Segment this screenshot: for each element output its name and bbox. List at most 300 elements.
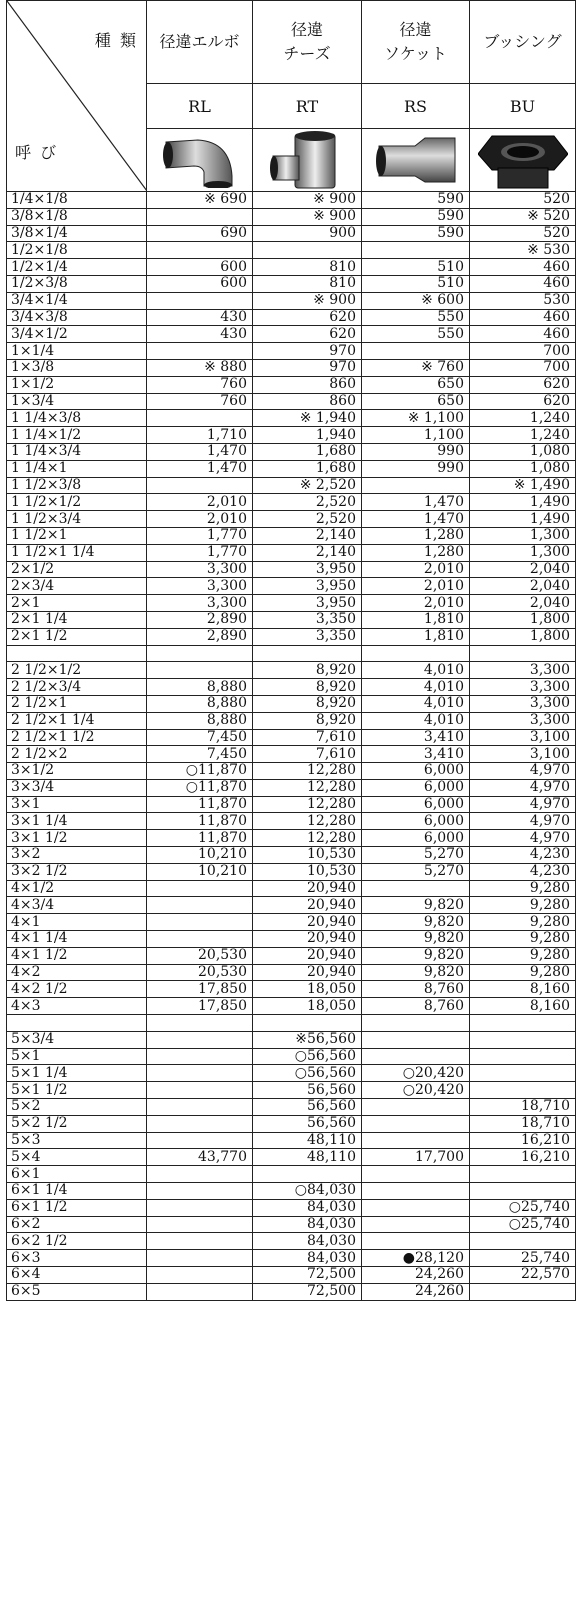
price-cell-rt: 20,940 bbox=[253, 897, 362, 914]
price-cell-bu: 1,800 bbox=[470, 611, 576, 628]
price-cell-rt: 56,560 bbox=[253, 1082, 362, 1099]
price-cell-rl: 7,450 bbox=[147, 746, 253, 763]
size-cell: 2×1 1/4 bbox=[7, 611, 147, 628]
column-code-cell: RS bbox=[362, 84, 470, 129]
table-row bbox=[7, 410, 576, 427]
table-row bbox=[7, 259, 576, 276]
price-cell-rs bbox=[362, 1233, 470, 1250]
price-cell-bu bbox=[470, 1031, 576, 1048]
price-cell-rs bbox=[362, 1183, 470, 1200]
size-cell: 3×3/4 bbox=[7, 779, 147, 796]
price-cell-bu bbox=[470, 1183, 576, 1200]
price-cell-rl: ○11,870 bbox=[147, 779, 253, 796]
price-cell-bu bbox=[470, 1283, 576, 1300]
column-name-cell bbox=[253, 1, 362, 84]
price-cell-rl: 430 bbox=[147, 326, 253, 343]
price-cell-rs bbox=[362, 1099, 470, 1116]
price-cell-bu: 4,970 bbox=[470, 763, 576, 780]
price-cell-bu: ※ 520 bbox=[470, 208, 576, 225]
price-cell-bu: 3,300 bbox=[470, 679, 576, 696]
size-cell: 5×1 1/2 bbox=[7, 1082, 147, 1099]
table-row bbox=[7, 443, 576, 460]
column-code-cell: RL bbox=[147, 84, 253, 129]
price-cell-rt: 810 bbox=[253, 259, 362, 276]
size-cell: 1 1/4×1/2 bbox=[7, 427, 147, 444]
table-row bbox=[7, 998, 576, 1015]
price-cell-rs: 1,810 bbox=[362, 611, 470, 628]
price-cell-bu: ○25,740 bbox=[470, 1216, 576, 1233]
price-cell-rs: 8,760 bbox=[362, 981, 470, 998]
price-cell-rt: 2,140 bbox=[253, 544, 362, 561]
column-photo-cell bbox=[147, 129, 253, 192]
column-name-line: 径違エルボ bbox=[159, 32, 240, 51]
size-cell: 6×4 bbox=[7, 1267, 147, 1284]
price-cell-rl: 2,890 bbox=[147, 611, 253, 628]
size-cell: 5×3 bbox=[7, 1132, 147, 1149]
price-cell-rs: 9,820 bbox=[362, 947, 470, 964]
price-cell-rs: 990 bbox=[362, 460, 470, 477]
price-cell-rl bbox=[147, 645, 253, 662]
price-cell-rt: 860 bbox=[253, 376, 362, 393]
price-cell-rs: 24,260 bbox=[362, 1283, 470, 1300]
price-cell-rt: 20,940 bbox=[253, 880, 362, 897]
bushing-photo bbox=[478, 130, 568, 190]
price-cell-bu: 9,280 bbox=[470, 897, 576, 914]
price-cell-bu: 1,080 bbox=[470, 460, 576, 477]
table-row bbox=[7, 578, 576, 595]
table-row bbox=[7, 1250, 576, 1267]
reducing-socket-photo bbox=[373, 132, 459, 188]
size-cell: 1×1/4 bbox=[7, 343, 147, 360]
price-cell-bu: 520 bbox=[470, 225, 576, 242]
size-cell: 2×1 bbox=[7, 595, 147, 612]
price-cell-rl bbox=[147, 1132, 253, 1149]
table-row bbox=[7, 1115, 576, 1132]
price-cell-rl bbox=[147, 1031, 253, 1048]
price-cell-rs: 1,810 bbox=[362, 628, 470, 645]
price-cell-rt: 12,280 bbox=[253, 779, 362, 796]
size-cell: 1 1/2×3/8 bbox=[7, 477, 147, 494]
price-cell-rt: ○56,560 bbox=[253, 1048, 362, 1065]
corner-size-label: 呼 び bbox=[15, 143, 59, 162]
price-cell-rl: 1,770 bbox=[147, 544, 253, 561]
size-cell: 6×2 bbox=[7, 1216, 147, 1233]
price-cell-bu: 1,490 bbox=[470, 494, 576, 511]
table-row bbox=[7, 813, 576, 830]
price-cell-bu: 4,230 bbox=[470, 863, 576, 880]
price-cell-rl: 760 bbox=[147, 376, 253, 393]
price-cell-rl bbox=[147, 914, 253, 931]
price-cell-rt: 8,920 bbox=[253, 695, 362, 712]
table-row bbox=[7, 393, 576, 410]
table-row bbox=[7, 1233, 576, 1250]
price-cell-bu: 460 bbox=[470, 309, 576, 326]
price-cell-rl: 2,010 bbox=[147, 511, 253, 528]
price-cell-rs: 2,010 bbox=[362, 561, 470, 578]
price-cell-rs: 4,010 bbox=[362, 695, 470, 712]
price-cell-rt: 3,950 bbox=[253, 595, 362, 612]
table-row bbox=[7, 1065, 576, 1082]
price-cell-rl: 43,770 bbox=[147, 1149, 253, 1166]
size-cell: 3/8×1/4 bbox=[7, 225, 147, 242]
price-cell-rl: 8,880 bbox=[147, 712, 253, 729]
size-cell: 3/4×1/4 bbox=[7, 292, 147, 309]
column-name-line: 径違 bbox=[399, 20, 432, 39]
price-cell-bu: 530 bbox=[470, 292, 576, 309]
price-cell-rs bbox=[362, 880, 470, 897]
table-row bbox=[7, 1031, 576, 1048]
price-cell-rs: 9,820 bbox=[362, 914, 470, 931]
price-cell-rs: ※ 760 bbox=[362, 359, 470, 376]
price-cell-rl: 8,880 bbox=[147, 695, 253, 712]
price-cell-rt: 620 bbox=[253, 326, 362, 343]
price-cell-rt bbox=[253, 1166, 362, 1183]
price-cell-rs bbox=[362, 1166, 470, 1183]
price-cell-rt: 7,610 bbox=[253, 746, 362, 763]
price-cell-bu: 25,740 bbox=[470, 1250, 576, 1267]
price-cell-rl bbox=[147, 1015, 253, 1032]
price-cell-rt: 18,050 bbox=[253, 998, 362, 1015]
price-cell-rl: 10,210 bbox=[147, 847, 253, 864]
size-cell: 5×1 1/4 bbox=[7, 1065, 147, 1082]
price-cell-bu: 460 bbox=[470, 326, 576, 343]
price-cell-rs: ○20,420 bbox=[362, 1082, 470, 1099]
size-cell: 2 1/2×1 1/4 bbox=[7, 712, 147, 729]
price-cell-rs: 990 bbox=[362, 443, 470, 460]
price-cell-rs: 510 bbox=[362, 259, 470, 276]
price-cell-bu: 700 bbox=[470, 343, 576, 360]
table-row bbox=[7, 981, 576, 998]
table-row bbox=[7, 595, 576, 612]
price-cell-rs: 590 bbox=[362, 208, 470, 225]
price-cell-rs bbox=[362, 242, 470, 259]
table-row bbox=[7, 931, 576, 948]
price-cell-rt: 84,030 bbox=[253, 1216, 362, 1233]
price-cell-rl bbox=[147, 1283, 253, 1300]
table-row bbox=[7, 275, 576, 292]
table-row bbox=[7, 292, 576, 309]
price-cell-rs bbox=[362, 1115, 470, 1132]
price-cell-rl: 8,880 bbox=[147, 679, 253, 696]
price-cell-rt: 20,940 bbox=[253, 914, 362, 931]
price-cell-rs bbox=[362, 645, 470, 662]
size-cell: 3×2 bbox=[7, 847, 147, 864]
price-cell-bu: 1,300 bbox=[470, 544, 576, 561]
table-row bbox=[7, 1149, 576, 1166]
price-table-wrapper bbox=[6, 0, 575, 1596]
price-cell-rt: 12,280 bbox=[253, 813, 362, 830]
table-row bbox=[7, 830, 576, 847]
price-cell-rt: ※ 900 bbox=[253, 208, 362, 225]
price-cell-rl bbox=[147, 1233, 253, 1250]
price-cell-rt: 18,050 bbox=[253, 981, 362, 998]
price-cell-rt: 3,950 bbox=[253, 578, 362, 595]
price-cell-rt: ※ 900 bbox=[253, 192, 362, 209]
price-cell-bu: 4,970 bbox=[470, 779, 576, 796]
size-cell: 4×3/4 bbox=[7, 897, 147, 914]
price-cell-rs: 550 bbox=[362, 309, 470, 326]
table-row bbox=[7, 343, 576, 360]
price-cell-rs: 5,270 bbox=[362, 863, 470, 880]
price-cell-rs: 3,410 bbox=[362, 729, 470, 746]
column-code-cell: BU bbox=[470, 84, 576, 129]
price-cell-rt: 2,140 bbox=[253, 527, 362, 544]
price-cell-rl: 2,010 bbox=[147, 494, 253, 511]
price-cell-rt: 10,530 bbox=[253, 847, 362, 864]
price-cell-rs bbox=[362, 1031, 470, 1048]
price-cell-rt: ※ 900 bbox=[253, 292, 362, 309]
price-cell-rt: 8,920 bbox=[253, 679, 362, 696]
price-cell-rl: 20,530 bbox=[147, 947, 253, 964]
size-cell: 1×1/2 bbox=[7, 376, 147, 393]
price-cell-rt: 3,350 bbox=[253, 628, 362, 645]
price-cell-rl bbox=[147, 662, 253, 679]
price-cell-rl: 3,300 bbox=[147, 578, 253, 595]
price-cell-rt: 1,680 bbox=[253, 460, 362, 477]
price-cell-rl bbox=[147, 1166, 253, 1183]
price-cell-rt: 12,280 bbox=[253, 796, 362, 813]
price-cell-rt: 84,030 bbox=[253, 1250, 362, 1267]
price-cell-rt: 48,110 bbox=[253, 1132, 362, 1149]
price-cell-rs: 1,100 bbox=[362, 427, 470, 444]
price-cell-bu: 9,280 bbox=[470, 964, 576, 981]
price-cell-rs bbox=[362, 477, 470, 494]
price-cell-rt: 970 bbox=[253, 343, 362, 360]
price-cell-rt: 20,940 bbox=[253, 947, 362, 964]
table-row bbox=[7, 544, 576, 561]
price-cell-bu: 620 bbox=[470, 376, 576, 393]
size-cell: 4×1/2 bbox=[7, 880, 147, 897]
price-cell-bu bbox=[470, 1015, 576, 1032]
size-cell: 3×1 1/2 bbox=[7, 830, 147, 847]
size-cell: 1/2×1/4 bbox=[7, 259, 147, 276]
size-cell: 6×1 1/4 bbox=[7, 1183, 147, 1200]
table-row bbox=[7, 863, 576, 880]
price-cell-rs: 1,470 bbox=[362, 511, 470, 528]
price-cell-bu: 9,280 bbox=[470, 914, 576, 931]
table-row bbox=[7, 477, 576, 494]
table-row bbox=[7, 779, 576, 796]
price-cell-rs bbox=[362, 1048, 470, 1065]
price-cell-rl: 600 bbox=[147, 259, 253, 276]
size-cell: 1 1/4×1 bbox=[7, 460, 147, 477]
size-cell: 1/2×3/8 bbox=[7, 275, 147, 292]
price-cell-rl: 11,870 bbox=[147, 813, 253, 830]
table-row bbox=[7, 561, 576, 578]
table-row bbox=[7, 309, 576, 326]
table-row bbox=[7, 376, 576, 393]
price-cell-bu: 4,230 bbox=[470, 847, 576, 864]
reducing-tee-photo bbox=[265, 130, 349, 190]
price-cell-rl bbox=[147, 1065, 253, 1082]
price-cell-bu: 700 bbox=[470, 359, 576, 376]
price-cell-rl bbox=[147, 208, 253, 225]
size-cell: 2 1/2×3/4 bbox=[7, 679, 147, 696]
price-cell-rl: 690 bbox=[147, 225, 253, 242]
price-cell-bu: 3,100 bbox=[470, 746, 576, 763]
column-code-cell: RT bbox=[253, 84, 362, 129]
price-cell-rl: 3,300 bbox=[147, 595, 253, 612]
price-cell-rs: ※ 1,100 bbox=[362, 410, 470, 427]
price-cell-rl bbox=[147, 880, 253, 897]
size-cell: 4×1 1/2 bbox=[7, 947, 147, 964]
price-cell-rt: 3,350 bbox=[253, 611, 362, 628]
size-cell: 4×2 bbox=[7, 964, 147, 981]
table-row bbox=[7, 1267, 576, 1284]
price-cell-rt: ※ 2,520 bbox=[253, 477, 362, 494]
table-row bbox=[7, 847, 576, 864]
price-cell-rt: 12,280 bbox=[253, 763, 362, 780]
price-cell-rs bbox=[362, 1015, 470, 1032]
price-cell-rs: 1,280 bbox=[362, 544, 470, 561]
size-cell bbox=[7, 1015, 147, 1032]
price-cell-rt: 72,500 bbox=[253, 1267, 362, 1284]
size-cell: 2×1/2 bbox=[7, 561, 147, 578]
table-row bbox=[7, 897, 576, 914]
price-cell-rt: 900 bbox=[253, 225, 362, 242]
price-cell-rl: 20,530 bbox=[147, 964, 253, 981]
price-cell-bu: 16,210 bbox=[470, 1132, 576, 1149]
price-cell-bu: ※ 530 bbox=[470, 242, 576, 259]
price-cell-rl bbox=[147, 343, 253, 360]
price-cell-bu: 1,080 bbox=[470, 443, 576, 460]
price-cell-rs bbox=[362, 1216, 470, 1233]
price-cell-rl bbox=[147, 292, 253, 309]
price-cell-bu: 4,970 bbox=[470, 830, 576, 847]
price-cell-bu: 1,240 bbox=[470, 410, 576, 427]
price-cell-bu: 3,100 bbox=[470, 729, 576, 746]
price-cell-rl bbox=[147, 1099, 253, 1116]
table-row bbox=[7, 326, 576, 343]
price-cell-rl: 760 bbox=[147, 393, 253, 410]
column-name-line: チーズ bbox=[283, 44, 331, 63]
price-cell-rs bbox=[362, 1132, 470, 1149]
price-cell-bu: 2,040 bbox=[470, 578, 576, 595]
table-row bbox=[7, 1199, 576, 1216]
size-cell: 2 1/2×1 bbox=[7, 695, 147, 712]
price-cell-rs: 510 bbox=[362, 275, 470, 292]
fitting-price-table bbox=[6, 0, 576, 1301]
size-cell: 3/8×1/8 bbox=[7, 208, 147, 225]
price-cell-bu: 3,300 bbox=[470, 712, 576, 729]
spacer-row bbox=[7, 1015, 576, 1032]
size-cell: 3/4×1/2 bbox=[7, 326, 147, 343]
size-cell: 1 1/2×1/2 bbox=[7, 494, 147, 511]
price-cell-bu bbox=[470, 645, 576, 662]
price-cell-rs: 550 bbox=[362, 326, 470, 343]
price-cell-rl bbox=[147, 410, 253, 427]
price-cell-bu: 1,800 bbox=[470, 628, 576, 645]
price-cell-rl bbox=[147, 1082, 253, 1099]
size-cell: 6×3 bbox=[7, 1250, 147, 1267]
price-cell-rt: 3,950 bbox=[253, 561, 362, 578]
size-cell: 6×1 bbox=[7, 1166, 147, 1183]
price-cell-rl: 2,890 bbox=[147, 628, 253, 645]
price-cell-bu bbox=[470, 1065, 576, 1082]
size-cell: 1 1/2×3/4 bbox=[7, 511, 147, 528]
price-cell-rt: 10,530 bbox=[253, 863, 362, 880]
size-cell: 2 1/2×1/2 bbox=[7, 662, 147, 679]
price-cell-rs: 6,000 bbox=[362, 830, 470, 847]
price-cell-bu: 2,040 bbox=[470, 595, 576, 612]
size-cell: 1 1/2×1 1/4 bbox=[7, 544, 147, 561]
price-cell-rs: 8,760 bbox=[362, 998, 470, 1015]
size-cell bbox=[7, 645, 147, 662]
price-cell-rt bbox=[253, 645, 362, 662]
table-row bbox=[7, 914, 576, 931]
price-cell-rt: 810 bbox=[253, 275, 362, 292]
column-name-line: 径違 bbox=[290, 20, 323, 39]
size-cell: 2 1/2×2 bbox=[7, 746, 147, 763]
price-cell-rt: 8,920 bbox=[253, 712, 362, 729]
table-row bbox=[7, 662, 576, 679]
table-row bbox=[7, 1082, 576, 1099]
table-row bbox=[7, 964, 576, 981]
price-cell-rl: 7,450 bbox=[147, 729, 253, 746]
price-cell-bu: 620 bbox=[470, 393, 576, 410]
price-cell-rl: ○11,870 bbox=[147, 763, 253, 780]
price-cell-rl bbox=[147, 1250, 253, 1267]
price-cell-bu: 3,300 bbox=[470, 695, 576, 712]
size-cell: 2 1/2×1 1/2 bbox=[7, 729, 147, 746]
size-cell: 1/4×1/8 bbox=[7, 192, 147, 209]
price-cell-bu: 4,970 bbox=[470, 813, 576, 830]
size-cell: 6×2 1/2 bbox=[7, 1233, 147, 1250]
price-cell-rl: 1,710 bbox=[147, 427, 253, 444]
price-cell-bu: 520 bbox=[470, 192, 576, 209]
price-cell-bu: 9,280 bbox=[470, 947, 576, 964]
price-cell-rs: 590 bbox=[362, 192, 470, 209]
size-cell: 3×1 bbox=[7, 796, 147, 813]
table-row bbox=[7, 763, 576, 780]
price-cell-rt: ○84,030 bbox=[253, 1183, 362, 1200]
column-photo-cell bbox=[470, 129, 576, 192]
price-cell-bu: 1,490 bbox=[470, 511, 576, 528]
table-row bbox=[7, 427, 576, 444]
column-name-line: ブッシング bbox=[483, 32, 562, 51]
price-cell-rs: 650 bbox=[362, 376, 470, 393]
price-cell-rs: 5,270 bbox=[362, 847, 470, 864]
price-cell-rl: ※ 880 bbox=[147, 359, 253, 376]
price-cell-rt: ※56,560 bbox=[253, 1031, 362, 1048]
price-cell-rs: 4,010 bbox=[362, 679, 470, 696]
price-cell-rt: 2,520 bbox=[253, 511, 362, 528]
price-cell-rl: 11,870 bbox=[147, 796, 253, 813]
price-cell-rl bbox=[147, 242, 253, 259]
price-cell-rs: 9,820 bbox=[362, 931, 470, 948]
price-cell-rt: 20,940 bbox=[253, 964, 362, 981]
price-cell-rt: 970 bbox=[253, 359, 362, 376]
size-cell: 6×5 bbox=[7, 1283, 147, 1300]
price-cell-rs: 3,410 bbox=[362, 746, 470, 763]
price-cell-bu: 22,570 bbox=[470, 1267, 576, 1284]
price-cell-rt: 84,030 bbox=[253, 1233, 362, 1250]
table-row bbox=[7, 1216, 576, 1233]
price-cell-bu: 1,240 bbox=[470, 427, 576, 444]
table-row bbox=[7, 729, 576, 746]
price-cell-rl bbox=[147, 1216, 253, 1233]
table-row bbox=[7, 359, 576, 376]
size-cell: 6×1 1/2 bbox=[7, 1199, 147, 1216]
size-cell: 4×1 bbox=[7, 914, 147, 931]
size-cell: 1×3/4 bbox=[7, 393, 147, 410]
price-cell-rt: 7,610 bbox=[253, 729, 362, 746]
price-cell-rt: 8,920 bbox=[253, 662, 362, 679]
price-cell-rl bbox=[147, 897, 253, 914]
size-cell: 3×1/2 bbox=[7, 763, 147, 780]
price-cell-rt: 20,940 bbox=[253, 931, 362, 948]
price-cell-rl bbox=[147, 1183, 253, 1200]
